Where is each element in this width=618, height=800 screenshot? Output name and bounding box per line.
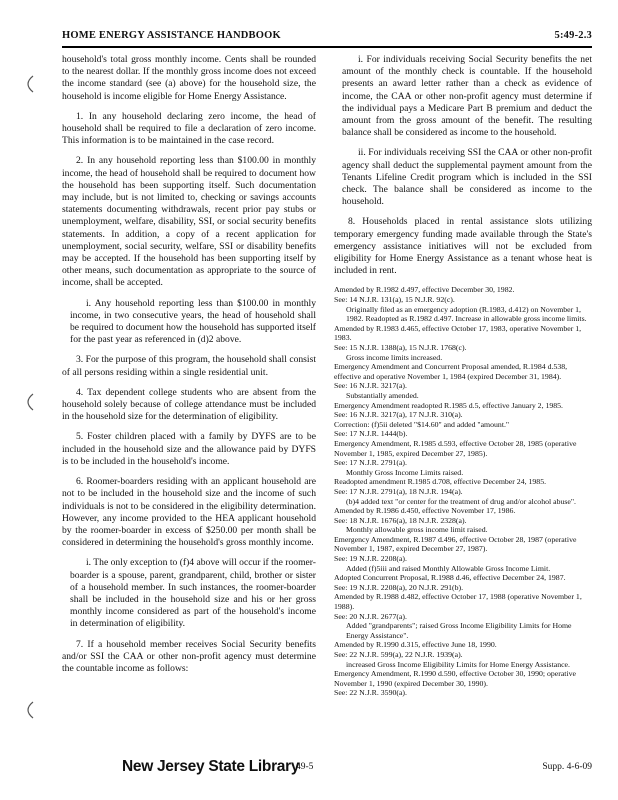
history-entry: See: 17 N.J.R. 1444(b). (334, 429, 408, 439)
history-entry: Emergency Amendment readopted R.1985 d.5, effective January 2, 1985. (334, 400, 564, 410)
history-entry: See: 17 N.J.R. 2791(a). (334, 458, 407, 468)
punch-hole-mark-top (20, 74, 36, 94)
page-footer (62, 752, 592, 782)
history-entry: See: 19 N.J.R. 2208(a), 20 N.J.R. 291(b). (334, 582, 464, 592)
history-entry: See: 17 N.J.R. 2791(a), 18 N.J.R. 194(a). (334, 486, 463, 496)
history-entry: Substantially amended. (346, 390, 419, 400)
history-entry: See: 18 N.J.R. 1676(a), 18 N.J.R. 2328(a). (334, 515, 467, 525)
right-paragraph: 8. Households placed in rental assistance slots utilizing temporary emergency funding made available through the State's emergency assistance initiatives will not be excluded from eligibility for Home Energy Assistance as a tenant whose heat is included in rent. (334, 216, 592, 277)
right-column (334, 54, 592, 698)
header-rule (62, 46, 592, 48)
history-entry: Correction: (f)5ii deleted "$14.60" and added "amount." (334, 419, 510, 429)
history-entry: See: 16 N.J.R. 3217(a), 17 N.J.R. 310(a). (334, 410, 463, 420)
history-entry: Readopted amendment R.1985 d.708, effective December 24, 1985. (334, 477, 547, 487)
supplement-date: Supp. 4-6-09 (542, 762, 592, 772)
left-paragraph: 1. In any household declaring zero income, the head of household shall be required to file a declaration of zero income. This information is to be maintained in the case record. (62, 110, 316, 147)
history-entry: (b)4 added text "or center for the treatment of drug and/or alcohol abuse". (346, 496, 577, 506)
left-paragraph: i. Any household reporting less than $100.00 in monthly income, in two consecutive years, the head of household shall be required to document how the household has supported itself for the past year as referenced in (d)2 above. (70, 297, 316, 346)
history-entry: Added (f)5iii and raised Monthly Allowable Gross Income Limit. (346, 563, 551, 573)
history-entry: Amended by R.1983 d.465, effective October 17, 1983, operative November 1, 1983. (334, 323, 582, 343)
history-entry: Monthly Gross Income Limits raised. (346, 467, 464, 477)
history-entry: increased Gross Income Eligibility Limits for Home Energy Assistance. (346, 659, 570, 669)
history-entry: Amended by R.1986 d.450, effective November 17, 1986. (334, 506, 516, 516)
history-entry: See: 20 N.J.R. 2677(a). (334, 611, 407, 621)
running-header (62, 30, 592, 44)
punch-hole-mark-middle (20, 392, 36, 412)
section-number: 5:49-2.3 (554, 30, 592, 41)
history-entry: Emergency Amendment and Concurrent Proposal amended, R.1984 d.538, effective and operative November 1, 1984 (expired December 31, 1984). (334, 362, 568, 381)
left-paragraph: i. The only exception to (f)4 above will occur if the roomer-boarder is a spouse, parent, grandparent, child, brother or sister of a household member. In such instances, the roomer-boarder shall be included in the household size and his or her gross monthly income considered as part of the household's income in determination of eligibility. (70, 557, 316, 630)
left-column (62, 54, 316, 683)
history-entry: Amended by R.1988 d.482, effective October 17, 1988 (operative November 1, 1988). (334, 592, 582, 612)
left-paragraph: 4. Tax dependent college students who are absent from the household solely because of college attendance must be included in the household size for the determination of eligibility. (62, 386, 316, 423)
left-paragraph: 2. In any household reporting less than $100.00 in monthly income, the head of household shall be required to document how the household has been supporting itself. Such documentation may include, but is not limited to, checking or savings accounts statements documenting withdrawals, recent prior pay stubs or unemployment, welfare, disability, SSI, or social security benefits statements. In addition, a copy of a recent application for unemployment, social security, welfare, SSI or disability benefits may be accepted. If the household has been supporting itself by other means, such documentation as appropriate to the source of income, shall be accepted. (62, 155, 316, 289)
left-paragraph: household's total gross monthly income. Cents shall be rounded to the nearest dollar. If the monthly gross income does not exceed the income standard (see (a) above) for the household size, the household is income eligible for Home Energy Assistance. (62, 54, 316, 102)
history-entry: See: 22 N.J.R. 599(a), 22 N.J.R. 1939(a). (334, 650, 463, 660)
left-paragraph: 7. If a household member receives Social Security benefits and/or SSI the CAA or other non-profit agency must determine the countable income as follows: (62, 638, 316, 674)
handbook-title: HOME ENERGY ASSISTANCE HANDBOOK (62, 30, 281, 41)
history-entry: Adopted Concurrent Proposal, R.1988 d.46, effective December 24, 1987. (334, 573, 566, 583)
history-entry: Amended by R.1990 d.315, effective June 18, 1990. (334, 640, 497, 650)
history-entry: See: 15 N.J.R. 1388(a), 15 N.J.R. 1768(c). (334, 343, 467, 353)
history-entry: See: 22 N.J.R. 3590(a). (334, 688, 407, 698)
punch-hole-mark-bottom (20, 700, 36, 720)
right-paragraph: i. For individuals receiving Social Security benefits the net amount of the monthly check is countable. If the household presents an award letter rather than a check as evidence of income, the CAA or other non-profit agency must determine if the individual pays a Medicare Part B premium and deduct the amount from the gross amount of the benefit. The resulting balance shall be considered as income to the household. (342, 54, 592, 139)
right-paragraph: ii. For individuals receiving SSI the CAA or other non-profit agency shall deduct the supplemental payment amount from the Tenants Lifeline Credit program which is included in the SSI check. The balance shall be considered as income to the household. (342, 147, 592, 208)
history-entry: Emergency Amendment, R.1987 d.496, effective October 28, 1987 (operative November 1, 1987, expired December 27, 1987). (334, 534, 577, 554)
left-paragraph: 5. Foster children placed with a family by DYFS are to be included in the household size and the allowance paid by DYFS is to be included in the household's income. (62, 431, 316, 467)
history-entry: Emergency Amendment, R.1990 d.590, effective October 30, 1990; operative November 1, 1990 (expired December 30, 1990). (334, 669, 576, 688)
history-entry: Monthly allowable gross income limit raised. (346, 525, 488, 535)
history-entry: See: 16 N.J.R. 3217(a). (334, 381, 407, 391)
history-entry: Gross income limits increased. (346, 352, 443, 362)
library-watermark: New Jersey State Library (122, 758, 300, 775)
history-entry: Added "grandparents"; raised Gross Income Eligibility Limits for Home Energy Assistance". (346, 621, 572, 640)
left-paragraph: 3. For the purpose of this program, the household shall consist of all persons residing within a single residential unit. (62, 354, 316, 378)
page-number: 49-5 (296, 762, 314, 772)
history-entry: Emergency Amendment, R.1985 d.593, effective October 28, 1985 (operative November 1, 1985, expired December 27, 1985). (334, 438, 577, 458)
history-entry: Originally filed as an emergency adoption (R.1983, d.412) on November 1, 1982. Readopted as R.1982 d.497. Increase in allowable gross income limits. (346, 304, 587, 324)
amendment-history (334, 285, 592, 698)
history-entry: See: 14 N.J.R. 131(a), 15 N.J.R. 92(c). (334, 295, 455, 305)
history-entry: Amended by R.1982 d.497, effective December 30, 1982. (334, 285, 515, 295)
history-entry: See: 19 N.J.R. 2208(a). (334, 554, 407, 564)
left-paragraph: 6. Roomer-boarders residing with an applicant household are not to be included in the household size and the income of such individuals is not to be considered in the eligibility determination. However, any income provided to the HEA applicant household by the roomer-boarder in excess of $250.00 per month shall be considered in determining the household's gross monthly income. (62, 476, 316, 549)
